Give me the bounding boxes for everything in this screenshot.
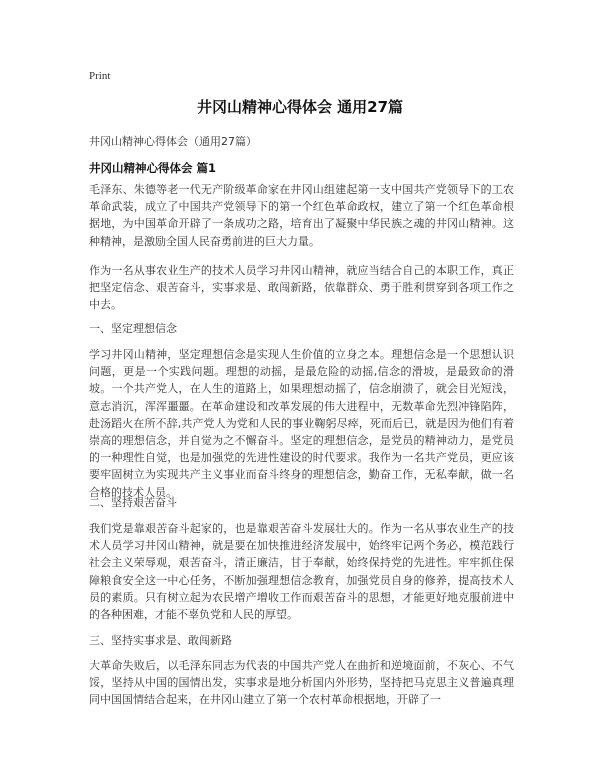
document-title: 井冈山精神心得体会 通用27篇 <box>196 98 404 116</box>
section-title: 井冈山精神心得体会 篇1 <box>89 161 217 175</box>
document-subtitle: 井冈山精神心得体会（通用27篇） <box>89 135 257 148</box>
paragraph-study: 作为一名从事农业生产的技术人员学习井冈山精神，就应当结合自己的本职工作，真正把坚定信念、艰苦奋斗，实事求是、敢闯新路，依靠群众、勇于胜利贯穿到各项工作之中去。 <box>89 264 514 312</box>
heading-ideal-belief: 一、坚定理想信念 <box>89 322 177 335</box>
print-label[interactable]: Print <box>89 70 111 82</box>
paragraph-ideal-belief: 学习井冈山精神，坚定理想信念是实现人生价值的立身之本。理想信念是一个思想认识问题，更是一个实践问题。理想的动摇，是最危险的动摇,信念的滑坡，是最致命的滑坡。一个共产党人，在人生的道路上，如果理想动摇了，信念崩溃了，就会目光短浅，意志消沉，浑浑噩噩。在革命建设和改革发展的伟大进程中，无数革命先烈冲锋陷阵，赴汤蹈火在所不辞,共产党人为党和人民的事业鞠躬尽瘁，死而后已，就是因为他们有着崇高的理想信念，并自觉为之不懈奋斗。坚定的理想信念，是党员的精神动力，是党员的一种理性自觉，也是加强党的先进性建设的时代要求。我作为一名共产党员，更应该要牢固树立为实现共产主义事业而奋斗终身的理想信念，勤奋工作，无私奉献，做一名合格的技术人员。 <box>89 348 514 499</box>
paragraph-hard-work: 我们党是靠艰苦奋斗起家的，也是靠艰苦奋斗发展壮大的。作为一名从事农业生产的技术人员学习井冈山精神，就是要在加快推进经济发展中，始终牢记两个务必，模范践行社会主义荣辱观，艰苦奋斗，清正廉洁，甘于奉献，始终保持党的先进性。牢牢抓住保障粮食安全这一中心任务，不断加强理想信念教育，加强党员自身的修养，提高技术人员的素质。只有树立起为农民增产增收工作而艰苦奋斗的思想，才能更好地克服前进中的各种困难，才能不辜负党和人民的厚望。 <box>89 522 514 622</box>
heading-seek-truth: 三、坚持实事求是、敢闯新路 <box>89 634 232 647</box>
paragraph-seek-truth: 大革命失败后，以毛泽东同志为代表的中国共产党人在曲折和逆境面前，不灰心、不气馁，坚持从中国的国情出发，实事求是地分析国内外形势，坚持把马克思主义普遍真理同中国国情结合起来，在井冈山建立了第一个农村革命根据地，开辟了一 <box>89 659 514 707</box>
heading-hard-work: 二、坚持艰苦奋斗 <box>89 496 177 509</box>
paragraph-intro: 毛泽东、朱德等老一代无产阶级革命家在井冈山组建起第一支中国共产党领导下的工农革命武装，成立了中国共产党领导下的第一个红色革命政权，建立了第一个红色革命根据地，为中国革命开辟了一条成功之路，培育出了凝聚中华民族之魂的井冈山精神。这种精神，是激励全国人民奋勇前进的巨大力量。 <box>89 183 514 248</box>
